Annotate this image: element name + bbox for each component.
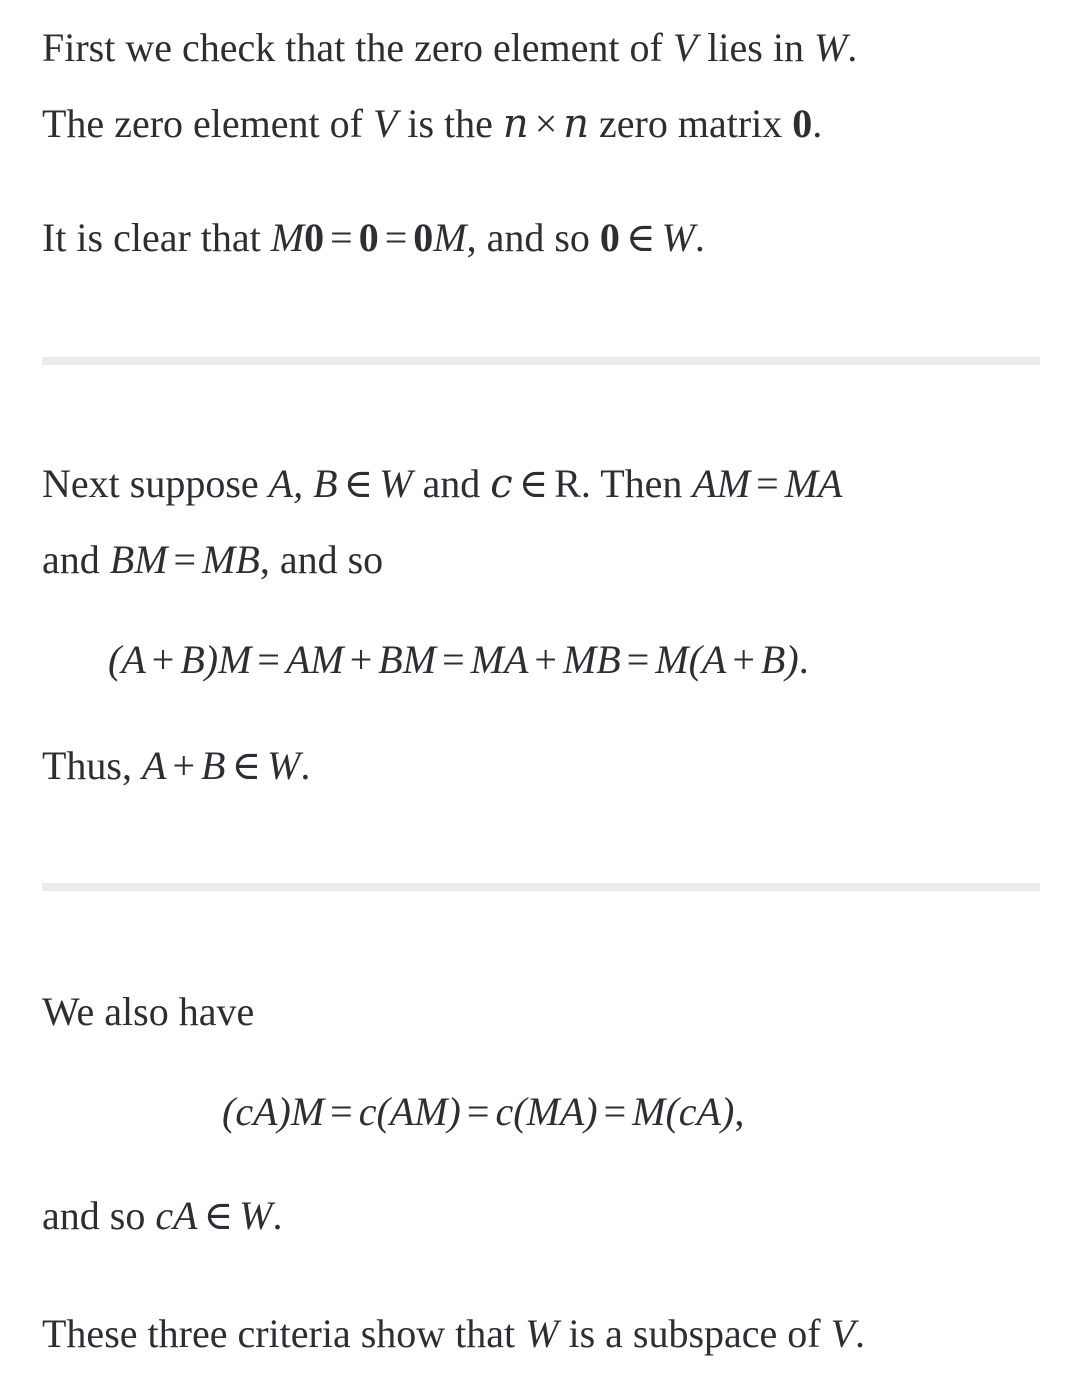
math-v: V [830,1311,856,1356]
text-segment: These three criteria show that [42,1311,526,1356]
math-n: n [502,101,529,147]
math-zero-matrix: 0 [792,101,813,146]
conclusion-line [42,1310,865,1358]
equals-symbol: = [466,1089,490,1134]
math-a-b: A, B [268,461,338,506]
math-m: M [270,215,305,260]
text-segment: lies in [697,25,814,70]
element-of-symbol: ∈ [625,215,656,261]
math-ca: cA [155,1193,198,1238]
math-c: c [490,461,513,507]
math-zero-matrix: 0 [304,215,325,260]
text-segment: , and so [466,215,600,260]
equals-symbol: = [384,215,408,260]
math-ma: MA [784,461,843,506]
text-segment: is a subspace of [558,1311,831,1356]
math-w: W [267,743,301,788]
math-term: (cA)M [222,1089,325,1134]
plus-symbol: + [732,637,755,682]
text-segment: . [272,1193,283,1238]
element-of-symbol: ∈ [343,461,374,507]
math-term: (A [108,637,146,682]
text-segment: First we check that the zero element of [42,25,673,70]
math-mb: MB [202,537,260,582]
element-of-symbol: ∈ [203,1193,234,1239]
math-term: BM [378,637,437,682]
math-v: V [372,101,398,146]
zero-in-w-line [42,214,705,262]
text-segment: . [847,25,858,70]
math-w: W [239,1193,273,1238]
math-reals: R [554,461,581,506]
math-zero-matrix: 0 [413,215,434,260]
math-a: A [142,743,167,788]
plus-symbol: + [349,637,373,682]
math-term: B)M [180,637,252,682]
math-term: AM [285,637,344,682]
math-term: c(MA) [495,1089,598,1134]
text-segment: , [734,1089,745,1134]
plus-symbol: + [534,637,557,682]
math-w: W [525,1311,559,1356]
text-segment: . [855,1311,866,1356]
math-zero-matrix: 0 [599,215,620,260]
math-b: B [201,743,226,788]
zero-element-intro-line [42,24,857,72]
text-segment: is the [397,101,503,146]
plus-symbol: + [172,743,195,788]
suppose-line [42,460,842,508]
math-term: c(AM) [358,1089,461,1134]
equals-symbol: = [626,637,650,682]
math-w: W [661,215,695,260]
text-segment: . [300,743,311,788]
bm-mb-line [42,536,383,584]
text-segment: It is clear that [42,215,271,260]
we-also-have-line [42,988,254,1036]
math-w: W [813,25,848,70]
equals-symbol: = [442,637,465,682]
times-symbol: × [534,101,558,146]
text-segment: . [694,215,705,260]
addition-closure-equation [108,636,809,684]
text-segment: , and so [259,537,384,582]
equals-symbol: = [756,461,779,506]
math-v: V [672,25,698,70]
math-term: M(A [655,637,727,682]
equals-symbol: = [603,1089,627,1134]
math-term: B) [760,637,799,682]
math-w: W [379,461,413,506]
math-am: AM [692,461,751,506]
math-bm: BM [109,537,168,582]
math-n: n [563,101,590,147]
text-segment: . [798,637,809,682]
zero-matrix-line [42,100,822,148]
math-term: MA [470,637,529,682]
text-segment: Next suppose [42,461,269,506]
math-zero-matrix: 0 [358,215,379,260]
plus-symbol: + [151,637,175,682]
text-segment: . [812,101,823,146]
text-segment: We also have [42,989,255,1034]
sum-in-w-line [42,742,310,790]
element-of-symbol: ∈ [518,461,549,507]
equals-symbol: = [330,1089,353,1134]
section-divider [42,357,1040,365]
text-segment: zero matrix [589,101,793,146]
equals-symbol: = [330,215,353,260]
text-segment: and [412,461,491,506]
scalar-closure-equation [222,1088,744,1136]
math-term: M(cA) [632,1089,735,1134]
text-segment: The zero element of [42,101,373,146]
text-segment: . Then [580,461,693,506]
text-segment: and so [42,1193,156,1238]
section-divider [42,883,1040,891]
math-term: MB [562,637,621,682]
math-m: M [433,215,467,260]
scalar-in-w-line [42,1192,282,1240]
element-of-symbol: ∈ [231,743,262,789]
text-segment: and [42,537,110,582]
equals-symbol: = [173,537,197,582]
text-segment: Thus, [42,743,142,788]
equals-symbol: = [257,637,280,682]
